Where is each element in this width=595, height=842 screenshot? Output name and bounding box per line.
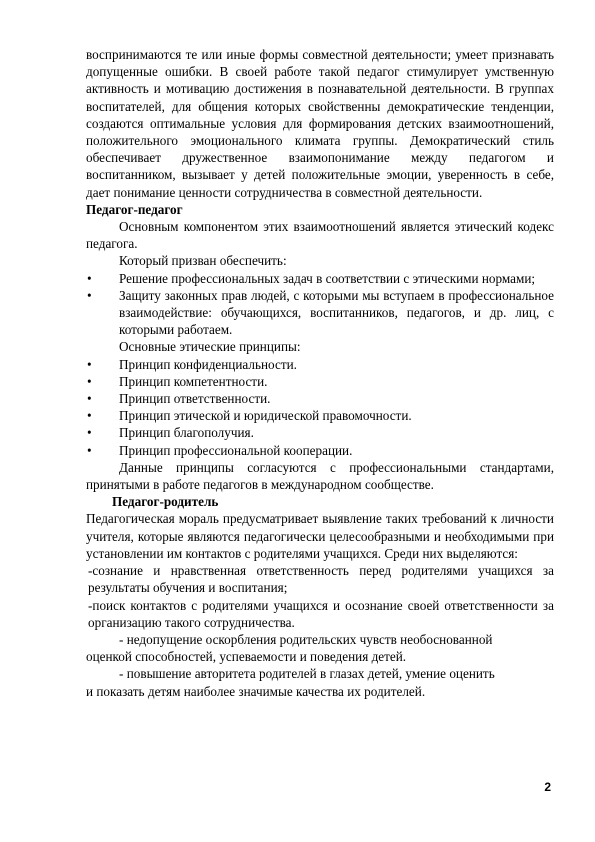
list-item [86,287,554,339]
bullet-icon: • [87,287,92,303]
list-item [86,270,554,287]
list-item-text: Принцип благополучия. [119,425,254,441]
principles-list [86,356,554,459]
list-item-text: Защиту законных прав людей, с которыми мы вступаем в профессиональное взаимодействие: обучающихся, воспитанников, педагогов, и др. лиц, с которыми работаем. [119,287,554,338]
bullet-icon: • [87,391,92,407]
obligations-list [86,270,554,339]
requirement-item: -поиск контактов с родителями учащихся и осознание своей ответственности за организацию такого сотрудничества. [88,597,554,630]
section1-closing: Данные принципы согласуются с профессиональными стандартами, принятыми в работе педагогов в международном сообществе. [86,459,554,493]
section2-paragraph: Педагогическая мораль предусматривает выявление таких требований к личности учителя, которые являются педагогически целесообразными и необходимыми при установлении им контактов с родителями учащихся. Среди них выделяются: [86,511,554,561]
bullet-icon: • [87,270,92,286]
list-item-text: Решение профессиональных задач в соответствии с этическими нормами; [119,270,536,286]
list-item-text: Принцип профессиональной кооперации. [119,442,353,458]
list-item-text: Принцип ответственности. [119,391,271,407]
list-item-text: Принцип этической и юридической правомочности. [119,408,412,424]
principles-intro: Основные этические принципы: [119,339,301,355]
bullet-icon: • [87,408,92,424]
extra-item: - повышение авторитета родителей в глазах детей, умение оценить и показать детям наиболее значимые качества их родителей. [86,666,495,699]
document-page [86,46,554,700]
intro-paragraph: воспринимаются те или иные формы совместной деятельности; умеет признавать допущенные ошибки. В своей работе такой педагог стимулирует умственную активность и мотивацию достижения в познавательной деятельности. В группах воспитателей, для общения которых свойственны демократические тенденции, создаются оптимальные условия для формирования детских взаимоотношений, положительного эмоционального климата группы. Демократический стиль обеспечивает дружественное взаимопонимание между педагогом и воспитанником, вызывает у детей положительные эмоции, уверенность в себе, дает понимание ценности сотрудничества в совместной деятельности. [86,47,554,200]
list-item [86,424,554,441]
section1-paragraph-purpose: Который призван обеспечить: [119,253,287,269]
list-item [86,390,554,407]
extra-item: - недопущение оскорбления родительских чувств необоснованной оценкой способностей, успеваемости и поведения детей. [86,631,493,665]
bullet-icon: • [87,425,92,441]
page-number: 2 [544,780,551,794]
list-item [86,373,554,390]
section-heading-teacher-teacher: Педагог-педагог [86,201,183,217]
requirement-item: -сознание и нравственная ответственность перед родителями учащихся за результаты обучения и воспитания; [88,563,554,596]
list-item [86,407,554,424]
bullet-icon: • [87,373,92,389]
section1-paragraph-code: Основным компонентом этих взаимоотношений является этический кодекс педагога. [86,219,554,252]
bullet-icon: • [87,356,92,372]
list-item [86,442,554,459]
section-heading-teacher-parent: Педагог-родитель [112,494,219,510]
bullet-icon: • [87,442,92,458]
list-item [86,356,554,373]
list-item-text: Принцип компетентности. [119,373,268,389]
list-item-text: Принцип конфиденциальности. [119,356,297,372]
